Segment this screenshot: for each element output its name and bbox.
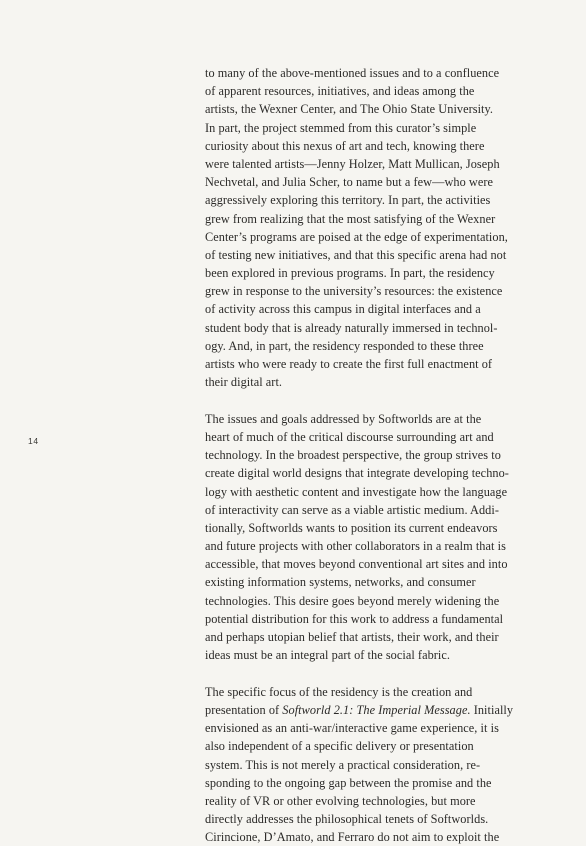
text-line: also independent of a specific delivery or presentation bbox=[205, 739, 474, 754]
text-line: student body that is already naturally immersed in technol- bbox=[205, 320, 498, 335]
text-line: of activity across this campus in digital interfaces and a bbox=[205, 302, 481, 317]
text-run: Initially bbox=[470, 702, 514, 717]
text-line: tionally, Softworlds wants to position its current endeavors bbox=[205, 520, 498, 535]
text-line: create digital world designs that integrate developing techno- bbox=[205, 466, 509, 481]
text-line: to many of the above-mentioned issues and to a confluence bbox=[205, 66, 500, 80]
text-line: ogy. And, in part, the residency responded to these three bbox=[205, 338, 484, 353]
work-title: Softworld 2.1: The Imperial Message. bbox=[282, 702, 471, 717]
text-line: reality of VR or other evolving technologies, but more bbox=[205, 793, 476, 808]
text-line: ideas must be an integral part of the social fabric. bbox=[205, 648, 451, 663]
text-line: of testing new initiatives, and that this specific arena had not bbox=[205, 247, 507, 262]
text-line: potential distribution for this work to address a fundamental bbox=[205, 611, 504, 626]
text-line: Center’s programs are poised at the edge of experimentation, bbox=[205, 229, 508, 244]
text-line: and future projects with other collaborators in a realm that is bbox=[205, 539, 506, 554]
paragraph-3-lines bbox=[205, 719, 537, 846]
text-line: were talented artists—Jenny Holzer, Matt Mullican, Joseph bbox=[205, 156, 500, 171]
text-line: Cirincione, D’Amato, and Ferraro do not aim to exploit the bbox=[205, 830, 500, 845]
text-line: accessible, that moves beyond conventional art sites and into bbox=[205, 557, 508, 572]
text-line: The issues and goals addressed by Softworlds are at the bbox=[205, 411, 482, 426]
text-line: of apparent resources, initiatives, and ideas among the bbox=[205, 84, 475, 99]
text-run: presentation of bbox=[205, 702, 283, 717]
text-column bbox=[205, 64, 537, 846]
text-line: technologies. This desire goes beyond merely widening the bbox=[205, 593, 500, 608]
text-line: artists, the Wexner Center, and The Ohio State University. bbox=[205, 102, 494, 117]
text-line: existing information systems, networks, and consumer bbox=[205, 575, 476, 590]
text-line: curiosity about this nexus of art and tech, knowing there bbox=[205, 138, 485, 153]
text-line: their digital art. bbox=[205, 375, 283, 390]
text-line: aggressively exploring this territory. In part, the activities bbox=[205, 193, 491, 208]
text-line: envisioned as an anti-war/interactive game experience, it is bbox=[205, 721, 499, 736]
text-line: directly addresses the philosophical tenets of Softworlds. bbox=[205, 812, 489, 827]
text-line: heart of much of the critical discourse surrounding art and bbox=[205, 429, 494, 444]
paragraph-2 bbox=[205, 410, 537, 665]
text-line: In part, the project stemmed from this curator’s simple bbox=[205, 120, 477, 135]
paragraph-1 bbox=[205, 64, 537, 391]
text-line: been explored in previous programs. In part, the residency bbox=[205, 266, 495, 281]
text-line: system. This is not merely a practical consideration, re- bbox=[205, 757, 481, 772]
page-number: 14 bbox=[28, 436, 39, 446]
text-line bbox=[205, 701, 537, 719]
text-line: logy with aesthetic content and investigate how the language bbox=[205, 484, 508, 499]
text-line: grew from realizing that the most satisfying of the Wexner bbox=[205, 211, 496, 226]
text-line: artists who were ready to create the first full enactment of bbox=[205, 357, 493, 371]
text-line: technology. In the broadest perspective, the group strives to bbox=[205, 448, 501, 463]
text-line: of interactivity can serve as a viable artistic medium. Addi- bbox=[205, 502, 499, 517]
text-line: sponding to the ongoing gap between the promise and the bbox=[205, 775, 492, 790]
text-line: grew in response to the university’s resources: the existence bbox=[205, 284, 503, 299]
text-line: Nechvetal, and Julia Scher, to name but a few—who were bbox=[205, 175, 494, 190]
text-line: and perhaps utopian belief that artists, their work, and their bbox=[205, 630, 499, 645]
paragraph-3 bbox=[205, 683, 537, 846]
text-line: The specific focus of the residency is the creation and bbox=[205, 684, 473, 699]
